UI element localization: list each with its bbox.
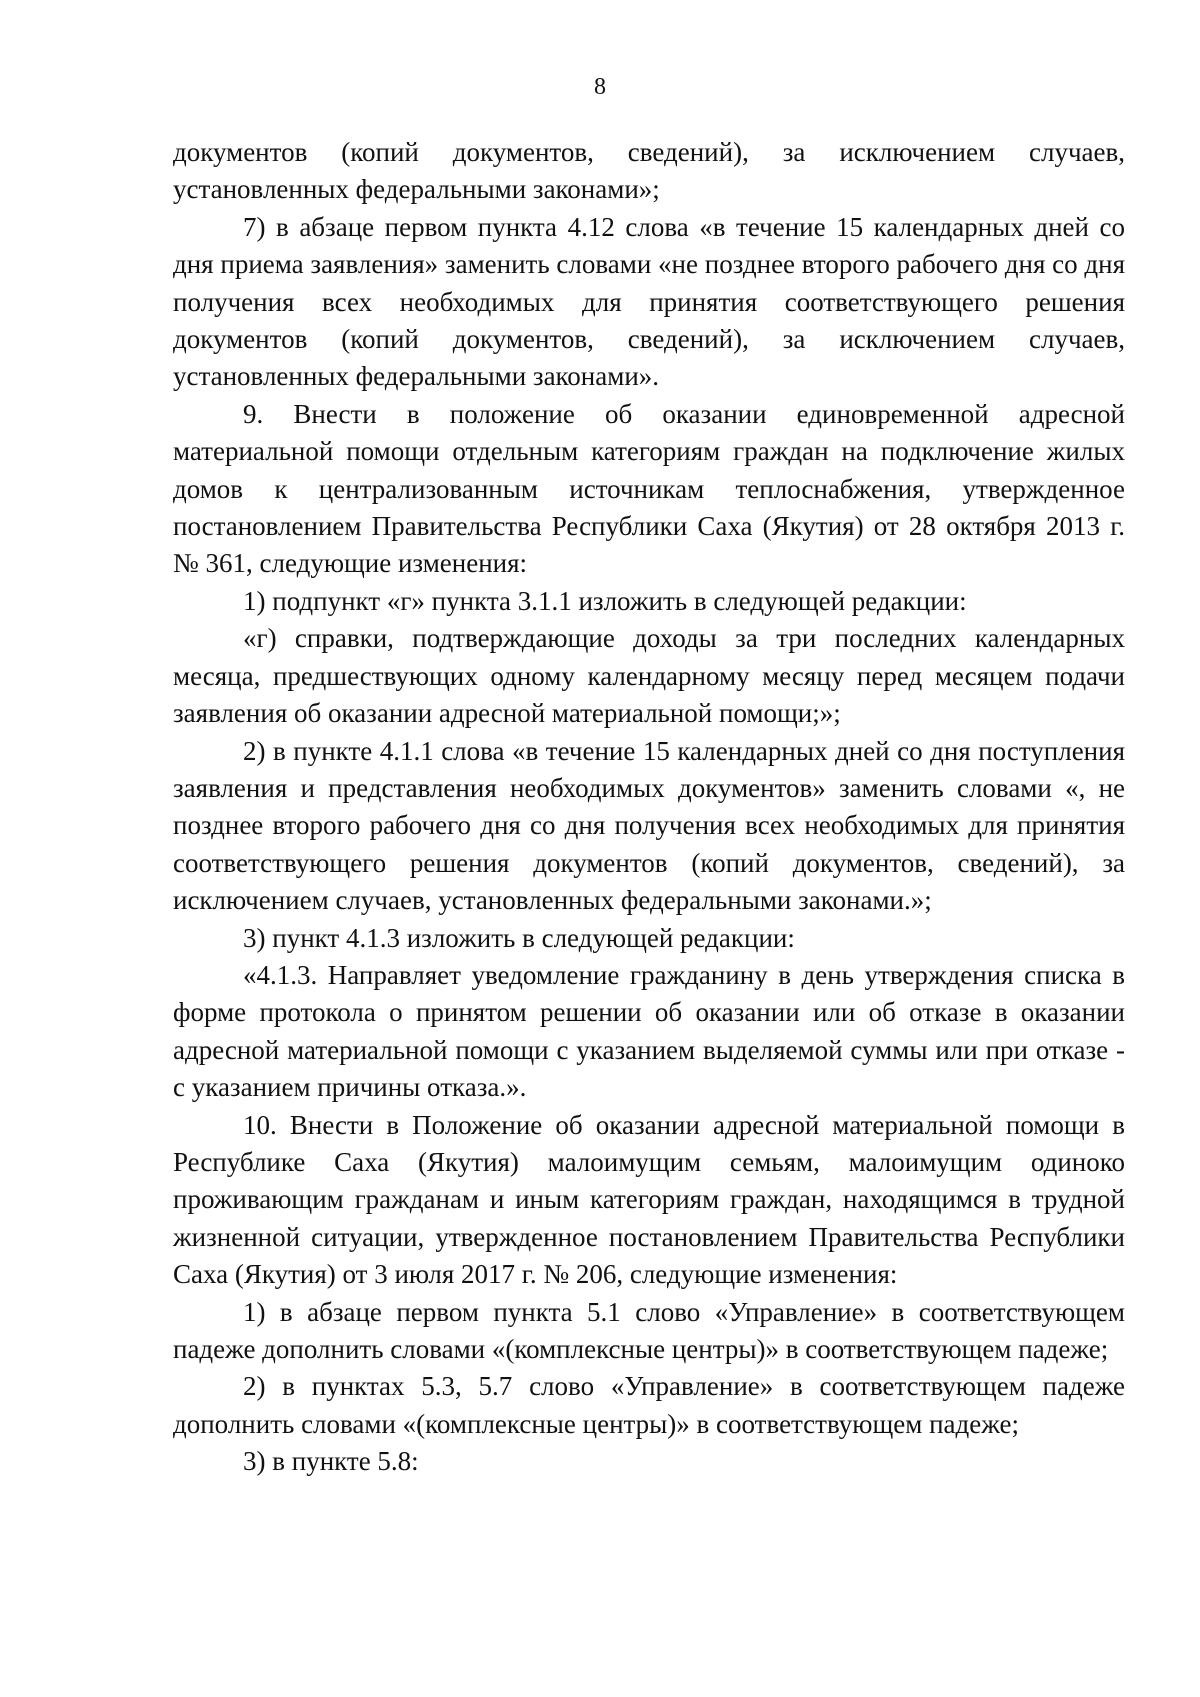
paragraph: 7) в абзаце первом пункта 4.12 слова «в течение 15 календарных дней со дня приема заявления» заменить словами «не позднее второго рабочего дня со дня получения всех необходимых для принятия соответствующего решения документов (копий документов, сведений), за исключением случаев, установленных федеральными законами». bbox=[173, 211, 1125, 392]
paragraph: 3) пункт 4.1.3 изложить в следующей редакции: bbox=[243, 922, 795, 953]
page-number: 8 bbox=[594, 74, 606, 100]
paragraph: 3) в пункте 5.8: bbox=[243, 1446, 419, 1477]
paragraph: 2) в пунктах 5.3, 5.7 слово «Управление» в соответствующем падеже дополнить словами «(комплексные центры)» в соответствующем падеже; bbox=[173, 1371, 1125, 1439]
paragraph: «4.1.3. Направляет уведомление гражданину в день утверждения списка в форме протокола о принятом решении об оказании или об отказе в оказании адресной материальной помощи с указанием выделяемой суммы или при отказе - с указанием причины отказа.». bbox=[173, 959, 1125, 1103]
document-body bbox=[173, 134, 1125, 1481]
paragraph: документов (копий документов, сведений), за исключением случаев, установленных федеральными законами»; bbox=[173, 137, 1125, 205]
paragraph: 10. Внести в Положение об оказании адресной материальной помощи в Республике Саха (Якутия) малоимущим семьям, малоимущим одиноко проживающим гражданам и иным категориям граждан, находящимся в трудной жизненной ситуации, утвержденное постановлением Правительства Республики Саха (Якутия) от 3 июля 2017 г. № 206, следующие изменения: bbox=[173, 1109, 1125, 1290]
paragraph: «г) справки, подтверждающие доходы за три последних календарных месяца, предшествующих одному календарному месяцу перед месяцем подачи заявления об оказании адресной материальной помощи;»; bbox=[173, 623, 1125, 729]
paragraph: 1) подпункт «г» пункта 3.1.1 изложить в следующей редакции: bbox=[243, 585, 967, 616]
paragraph: 1) в абзаце первом пункта 5.1 слово «Управление» в соответствующем падеже дополнить словами «(комплексные центры)» в соответствующем падеже; bbox=[173, 1296, 1125, 1364]
paragraph: 2) в пункте 4.1.1 слова «в течение 15 календарных дней со дня поступления заявления и представления необходимых документов» заменить словами «, не позднее второго рабочего дня со дня получения всех необходимых для принятия соответствующего решения документов (копий документов, сведений), за исключением случаев, установленных федеральными законами.»; bbox=[173, 735, 1125, 916]
paragraph: 9. Внести в положение об оказании единовременной адресной материальной помощи отдельным категориям граждан на подключение жилых домов к централизованным источникам теплоснабжения, утвержденное постановлением Правительства Республики Саха (Якутия) от 28 октября 2013 г. № 361, следующие изменения: bbox=[173, 398, 1125, 579]
